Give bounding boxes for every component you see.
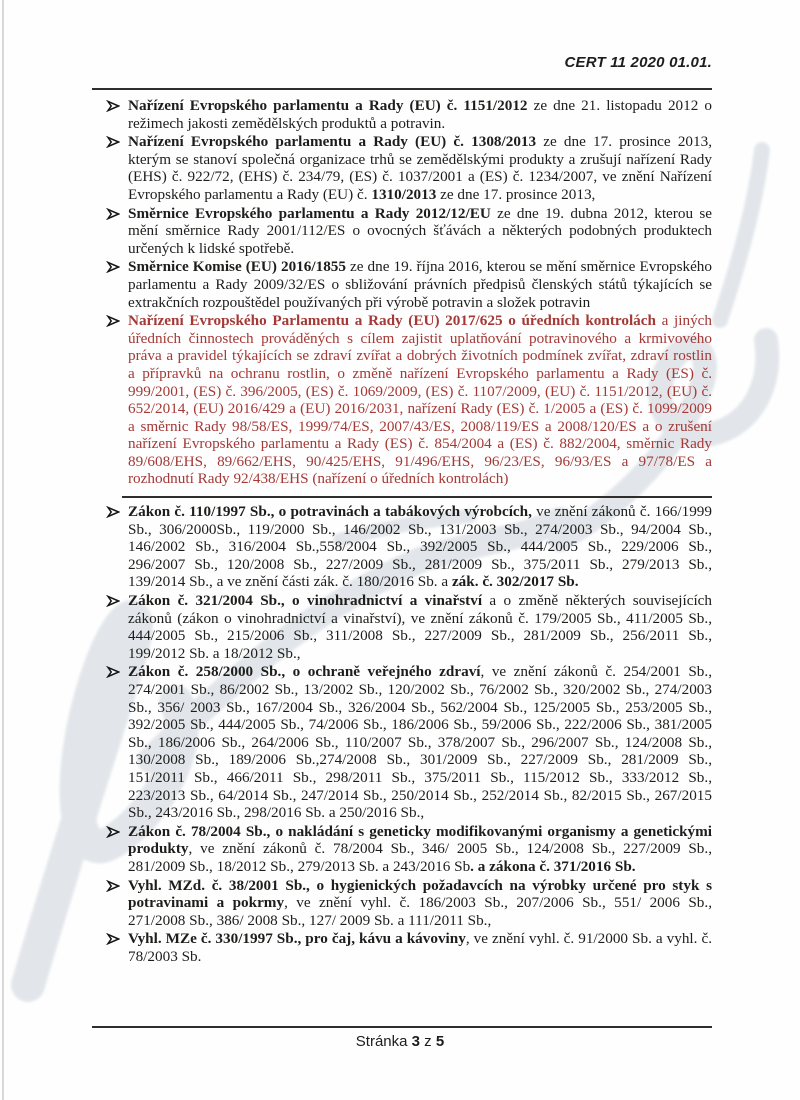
text-segment: ze dne 17. prosince 2013, — [436, 185, 596, 203]
text-segment: a o změně některých souvisejících zákonů (zákon o vinohradnictví a vinařství), ve znění zákonů č. 179/2005 Sb., 411/2005 Sb., 444/2005 Sb., 215/2006 Sb., 311/2008 Sb., 227/2009 Sb., 281/2009 Sb., 256/2011 Sb., 199/2012 Sb. a 18/2012 Sb., — [128, 592, 712, 662]
list-item — [92, 133, 712, 203]
scan-edge-shadow — [2, 0, 4, 1100]
arrow-bullet-icon — [106, 315, 120, 327]
text-segment: Vyhl. MZe č. 330/1997 Sb., pro čaj, kávu a kávoviny — [128, 930, 466, 948]
czech-laws-list — [92, 503, 712, 965]
text-segment: a jiných úředních činnostech prováděných s cílem zajistit uplatňování potravinového a krmivového práva a pravidel týkajících se zdraví zvířat a dobrých životních podmínek zvířat, zdraví rostlin a přípravků na ochranu rostlin, o změně nařízení Evropského parlamentu a Rady (ES) č. 999/2001, (ES) č. 396/2005, (ES) č. 1069/2009, (ES) č. 1107/2009, (EU) č. 1151/2012, (EU) č. 652/2014, (EU) 2016/429 a (EU) 2016/2031, nařízení Rady (ES) č. 1/2005 a (ES) č. 1099/2009 a směrnic Rady 98/58/ES, 1999/74/ES, 2007/43/ES, 2008/119/ES a 2008/120/ES a o zrušení nařízení Evropského parlamentu a Rady (ES) č. 854/2004 a (ES) č. 882/2004, směrnic Rady 89/608/EHS, 89/662/EHS, 90/425/EHS, 91/496/EHS, 96/23/ES, 96/93/ES a 97/78/ES a rozhodnutí Rady 92/438/EHS (nařízení o úředních kontrolách) — [128, 312, 712, 488]
text-segment: 5 — [435, 1033, 445, 1050]
text-segment: Nařízení Evropského Parlamentu a Rady (EU) 2017/625 o úředních kontrolách — [128, 312, 656, 330]
list-item — [92, 663, 712, 821]
text-segment: Nařízení Evropského parlamentu a Rady (EU) č. 1308/2013 — [128, 133, 537, 151]
list-item — [92, 930, 712, 965]
arrow-bullet-icon — [106, 666, 120, 678]
text-segment: ze dne 19. dubna 2012, kterou se mění směrnice Rady 2001/112/ES o ovocných šťávách a některých podobných produktech určených k lidské spotřebě. — [128, 204, 712, 257]
text-segment: , ve znění vyhl. č. 186/2003 Sb., 207/2006 Sb., 551/ 2006 Sb., 271/2008 Sb., 386/ 2008 Sb., 127/ 2009 Sb. a 111/2011 Sb., — [128, 894, 712, 929]
text-segment: , ve znění zákonů č. 78/2004 Sb., 346/ 2005 Sb., 124/2008 Sb., 227/2009 Sb., 281/2009 Sb., 18/2012 Sb., 279/2013 Sb. a 243/2016 Sb — [128, 840, 712, 875]
text-segment: Zákon č. 110/1997 Sb., o potravinách a tabákových výrobcích, — [128, 503, 532, 521]
list-item — [92, 503, 712, 591]
text-segment: ze dne 19. října 2016, kterou se mění směrnice Evropského parlamentu a Rady 2009/32/ES o sbližování právních předpisů členských států týkajících se extrakčních rozpouštědel používaných při výrobě potravin a složek potravin — [128, 258, 712, 311]
arrow-bullet-icon — [106, 826, 120, 838]
list-item — [92, 205, 712, 258]
text-segment: ve znění zákonů č. 166/1999 Sb., 306/2000Sb., 119/2000 Sb., 146/2002 Sb., 131/2003 Sb., 274/2003 Sb., 94/2004 Sb., 146/2002 Sb., 316/2004 Sb.,558/2004 Sb., 392/2005 Sb., 444/2005 Sb., 229/2006 Sb., 296/2007 Sb., 120/2008 Sb., 227/2009 Sb., 281/2009 Sb., 375/2011 Sb., 279/2013 Sb., 139/2014 Sb., a ve znění části zák. č. 180/2016 Sb. a — [128, 503, 712, 591]
text-segment: Zákon č. 258/2000 Sb., o ochraně veřejného zdraví — [128, 663, 481, 681]
text-segment: Nařízení Evropského parlamentu a Rady (EU) č. 1151/2012 — [128, 97, 528, 114]
arrow-bullet-icon — [106, 261, 120, 273]
text-segment: , ve znění zákonů č. 254/2001 Sb., 274/2001 Sb., 86/2002 Sb., 13/2002 Sb., 120/2002 Sb., 76/2002 Sb., 320/2002 Sb., 274/2003 Sb., 356/ 2003 Sb., 167/2004 Sb., 326/2004 Sb., 562/2004 Sb., 125/2005 Sb., 253/2005 Sb., 392/2005 Sb., 444/2005 Sb., 74/2006 Sb., 186/2006 Sb., 59/2006 Sb., 222/2006 Sb., 381/2005 Sb., 186/2006 Sb., 264/2006 Sb., 110/2007 Sb., 378/2007 Sb., 296/2007 Sb., 124/2008 Sb., 130/2008 Sb., 189/2006 Sb.,274/2008 Sb., 301/2009 Sb., 227/2009 Sb., 281/2009 Sb., 151/2011 Sb., 466/2011 Sb., 298/2011 Sb., 375/2011 Sb., 115/2012 Sb., 333/2012 Sb., 223/2013 Sb., 64/2014 Sb., 247/2014 Sb., 250/2014 Sb., 252/2014 Sb., 82/2015 Sb., 267/2015 Sb., 243/2016 Sb., 298/2016 Sb. a 250/2016 Sb., — [128, 663, 712, 822]
text-segment: z — [420, 1033, 436, 1050]
text-segment: Směrnice Evropského parlamentu a Rady 2012/12/EU — [128, 204, 491, 222]
text-segment: Zákon č. 78/2004 Sb., o nakládání s geneticky modifikovanými organismy a genetickými produkty — [128, 822, 712, 858]
list-item — [92, 258, 712, 311]
text-segment: ze dne 17. prosince 2013, kterým se stanoví společná organizace trhů se zemědělskými produkty a zrušují nařízení Rady (EHS) č. 922/72, (EHS) č. 234/79, (ES) č. 1037/2001 a (ES) č. 1234/2007, ve znění Nařízení Evropského parlamentu a Rady (EU) č. — [128, 133, 712, 203]
text-segment: 3 — [411, 1033, 421, 1050]
list-item — [92, 823, 712, 876]
arrow-bullet-icon — [106, 933, 120, 945]
list-item — [92, 592, 712, 662]
eu-regulations-list — [92, 97, 712, 488]
text-segment: zák. č. 302/2017 Sb. — [451, 573, 579, 591]
text-segment: Směrnice Komise (EU) 2016/1855 — [128, 258, 346, 276]
arrow-bullet-icon — [106, 506, 120, 518]
document-body — [92, 97, 712, 967]
arrow-bullet-icon — [106, 100, 120, 112]
list-item — [92, 877, 712, 930]
footer-rule — [92, 1026, 712, 1028]
arrow-bullet-icon — [106, 595, 120, 607]
text-segment: , ve znění vyhl. č. 91/2000 Sb. a vyhl. č. 78/2003 Sb. — [128, 930, 712, 965]
text-segment: Zákon č. 321/2004 Sb., o vinohradnictví a vinařství — [128, 592, 483, 610]
arrow-bullet-icon — [106, 136, 120, 148]
header-doc-code: CERT 11 2020 01.01. — [564, 54, 712, 71]
text-segment: Vyhl. MZd. č. 38/2001 Sb., o hygienických požadavcích na výrobky určené pro styk s potravinami a pokrmy — [128, 876, 712, 912]
arrow-bullet-icon — [106, 880, 120, 892]
text-segment: Stránka — [355, 1033, 412, 1050]
list-item — [92, 312, 712, 488]
arrow-bullet-icon — [106, 208, 120, 220]
list-item — [92, 97, 712, 132]
text-segment: . a zákona č. 371/2016 Sb. — [470, 857, 636, 875]
section-divider-rule — [122, 496, 712, 498]
text-segment: ze dne 21. listopadu 2012 o režimech jakosti zemědělských produktů a potravin. — [128, 97, 712, 132]
header-rule — [92, 88, 712, 90]
text-segment: 1310/2013 — [371, 185, 437, 203]
page-footer — [0, 1033, 800, 1050]
